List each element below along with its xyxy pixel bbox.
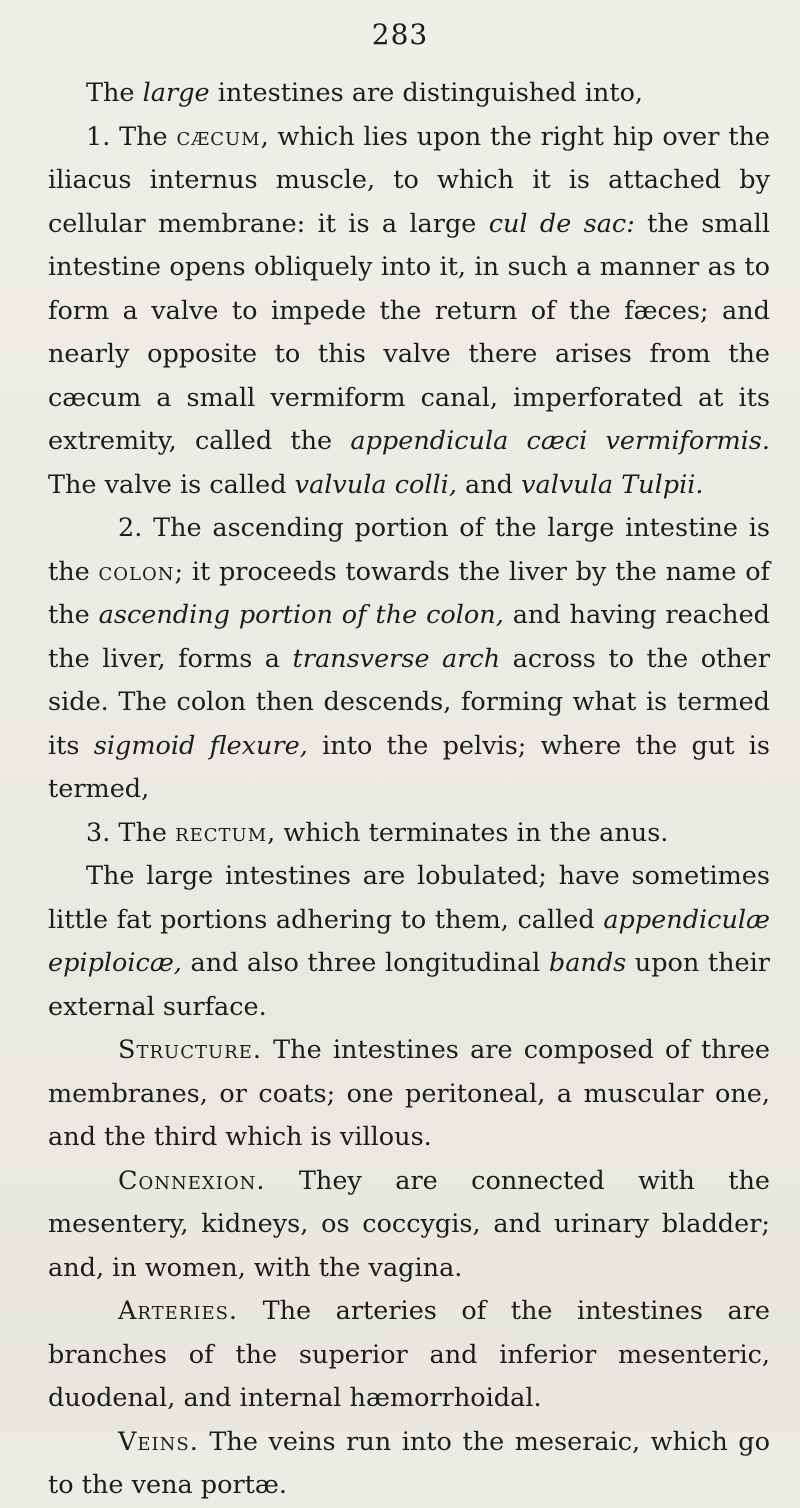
paragraph-veins [48,1421,770,1508]
text-segment: The intestines are composed of three membranes, or coats; one peritoneal, a muscular one, and the third which is villous. [48,1035,770,1152]
text-segment: upon their external surface. [48,948,770,1022]
text-segment: , which terminates in the anus. [267,817,669,848]
text-segment: large [142,78,210,108]
text-segment: Veins. [118,1426,199,1457]
text-segment: ; it proceeds towards the liver by the name of the [48,556,770,630]
text-segment: transverse arch [292,643,501,674]
text-segment: valvula Tulpii. [521,469,704,500]
body-text [48,72,770,1508]
text-segment: 3. The [86,817,176,848]
text-segment: cul de sac: [488,208,635,239]
paragraph-connexion [48,1160,770,1291]
text-segment: 2. The ascending portion of the large intestine is the [48,513,770,587]
text-segment: and [456,469,522,500]
paragraph-structure [48,1029,770,1160]
text-segment: The [86,78,143,108]
paragraph-arteries [48,1290,770,1421]
text-segment: bands [548,948,627,978]
text-segment: appendiculæ epiploicæ, [48,904,770,978]
text-segment: The arteries of the intestines are branches of the superior and inferior mesenteric, duodenal, and internal hæmorrhoidal. [48,1296,770,1413]
text-segment: sigmoid flexure, [93,730,308,761]
paragraph-intro [48,72,770,116]
text-segment: ascending portion of the colon, [98,600,504,630]
text-segment: The veins run into the meseraic, which go to the vena portæ. [48,1426,770,1500]
text-segment: into the pelvis; where the gut is termed, [48,730,770,804]
text-segment: Arteries. [118,1296,239,1326]
paragraph-caecum [48,116,770,508]
text-segment: The large intestines are lobulated; have sometimes little fat portions adhering to them, called [48,861,770,935]
text-segment: The valve is called [48,469,295,500]
text-segment: Connexion. [118,1165,266,1196]
text-segment: and also three longitudinal [181,948,549,978]
text-segment: the small intestine opens obliquely into it, in such a manner as to form a valve to impede the return of the fæces; and nearly opposite to this valve there arises from the cæcum a small vermiform canal, imperforated at its extremity, called the [48,208,770,456]
text-segment: 1. The [86,121,177,152]
text-segment: , which lies upon the right hip over the iliacus internus muscle, to which it is attached by cellular membrane: it is a large [48,121,770,239]
paragraph-rectum [48,812,770,856]
text-segment: intestines are distinguished into, [209,78,644,108]
page-number: 283 [371,18,429,51]
text-segment: rectum [175,817,268,848]
text-segment: cæcum [176,121,261,152]
paragraph-lobulated [48,855,770,1029]
text-segment: across to the other side. The colon then descends, forming what is termed its [48,643,771,761]
text-segment: valvula colli, [294,469,457,500]
paragraph-colon [48,507,770,812]
text-segment: and having reached the liver, forms a [48,600,770,674]
text-segment: They are connected with the mesentery, kidneys, os coccygis, and urinary bladder; and, in women, with the vagina. [48,1165,770,1283]
text-segment: colon [98,556,175,587]
text-segment: appendicula cæci vermiformis. [350,426,770,456]
text-segment: Structure. [118,1035,262,1065]
